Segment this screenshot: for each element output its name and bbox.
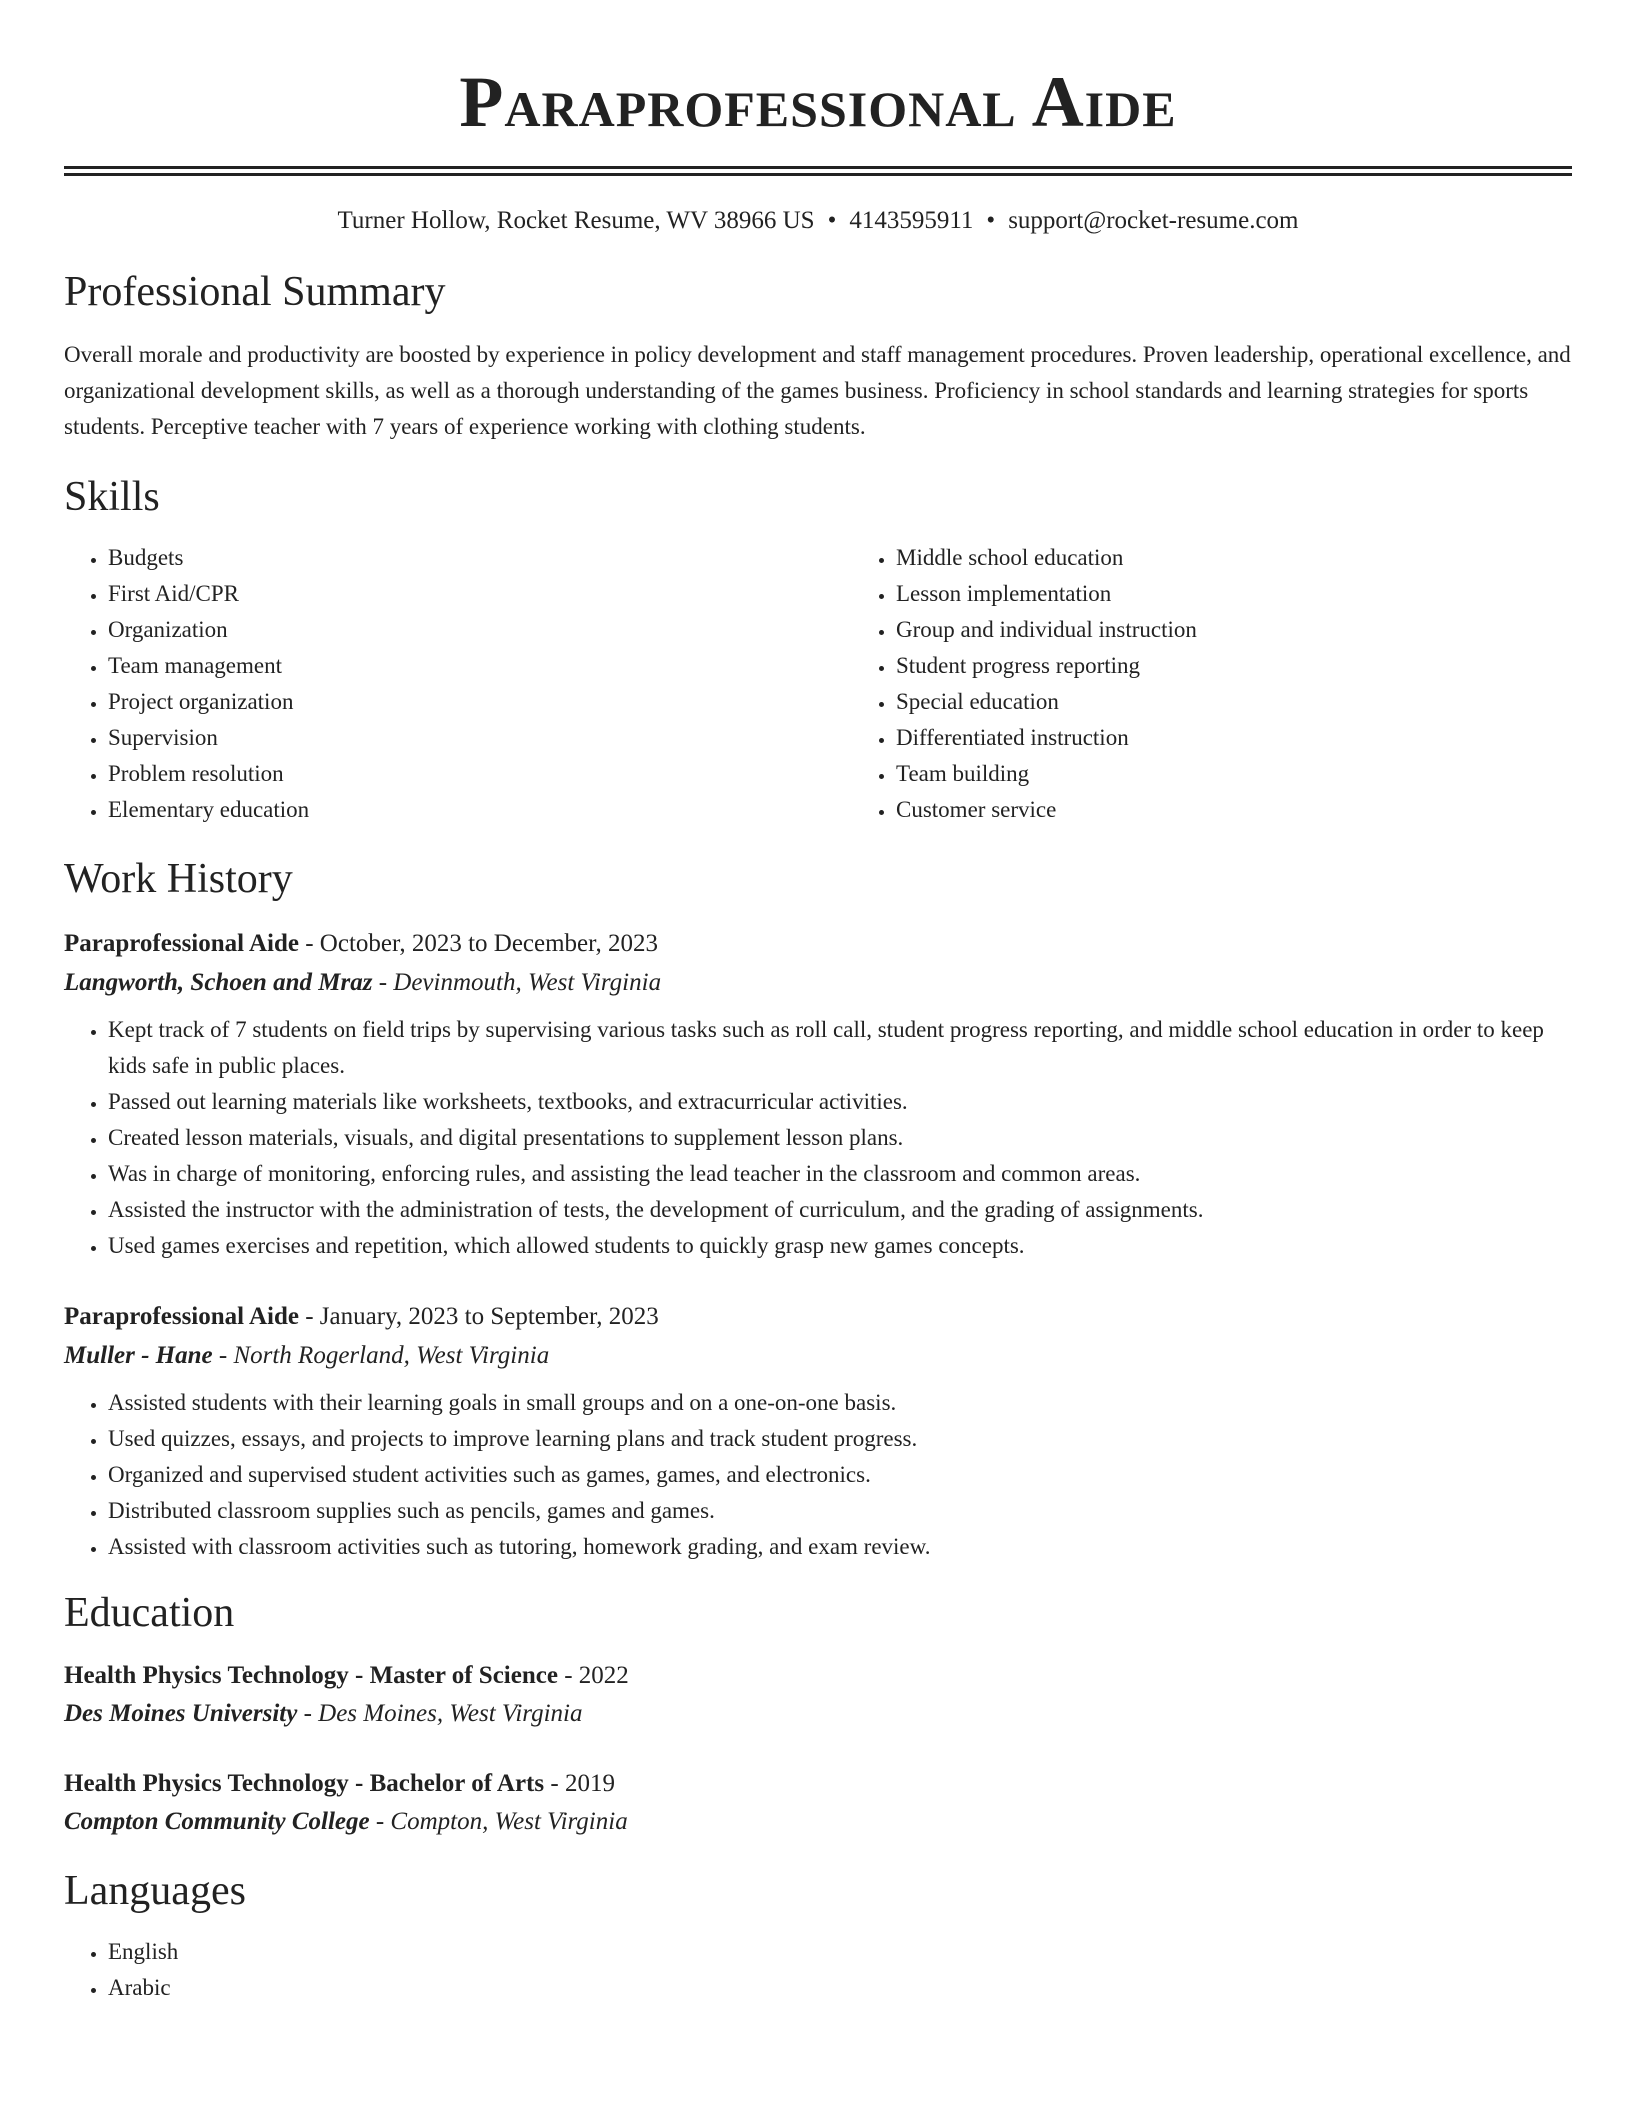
job-entry <box>64 1297 1572 1565</box>
job-bullet: • Assisted with classroom activities such as tutoring, homework grading, and exam review. <box>108 1529 1572 1565</box>
education-school: Des Moines University <box>64 1700 298 1727</box>
dash: - <box>218 1342 228 1369</box>
job-bullets <box>64 1385 1572 1565</box>
job-bullet: • Distributed classroom supplies such as pencils, games and games. <box>108 1493 1572 1529</box>
skill-item: • Budgets <box>108 540 852 576</box>
skill-item: • Team management <box>108 648 852 684</box>
education-school: Compton Community College <box>64 1808 370 1835</box>
job-title-line <box>64 1297 1572 1336</box>
skill-item: • Elementary education <box>108 792 852 828</box>
skill-item: • Project organization <box>108 684 852 720</box>
summary-heading: Professional Summary <box>64 269 446 315</box>
education-entry <box>64 1657 1572 1733</box>
skill-item: • Lesson implementation <box>896 576 1632 612</box>
skills-list-left <box>64 540 852 828</box>
job-company: Langworth, Schoen and Mraz <box>64 969 373 996</box>
language-item: • Arabic <box>108 1970 1572 2006</box>
education-degree: Health Physics Technology - Bachelor of Arts <box>64 1770 545 1797</box>
education-location: Compton, West Virginia <box>390 1808 628 1835</box>
job-bullet: • Was in charge of monitoring, enforcing rules, and assisting the lead teacher in the classroom and common areas. <box>108 1156 1572 1192</box>
skill-item: • Customer service <box>896 792 1632 828</box>
education-entry <box>64 1765 1572 1841</box>
dash: - <box>303 1700 312 1727</box>
job-bullet: • Assisted the instructor with the administration of tests, the development of curriculum, and the grading of assignments. <box>108 1192 1572 1228</box>
language-item: • English <box>108 1934 1572 1970</box>
title-divider <box>64 166 1572 176</box>
education-degree: Health Physics Technology - Master of Science <box>64 1662 558 1689</box>
dash: - <box>564 1662 573 1689</box>
job-bullet: • Passed out learning materials like worksheets, textbooks, and extracurricular activities. <box>108 1084 1572 1120</box>
contact-email: support@rocket-resume.com <box>1008 207 1299 234</box>
education-location: Des Moines, West Virginia <box>318 1700 583 1727</box>
contact-line <box>64 206 1572 236</box>
education-year: 2022 <box>578 1662 629 1689</box>
job-location: Devinmouth, West Virginia <box>393 969 662 996</box>
summary-text: Overall morale and productivity are boosted by experience in policy development and staff management procedures. Proven leadership, operational excellence, and organizational development skills, as well as a thorough understanding of the games business. Proficiency in school standards and learning strategies for sports students. Perceptive teacher with 7 years of experience working with clothing students. <box>64 342 1571 439</box>
skill-item: • Student progress reporting <box>896 648 1632 684</box>
resume-page <box>64 0 1572 2006</box>
resume-title: Paraprofessional Aide <box>459 62 1177 142</box>
work-history-heading: Work History <box>64 856 293 902</box>
contact-separator: • <box>986 207 996 234</box>
skill-item: • Organization <box>108 612 852 648</box>
job-title: Paraprofessional Aide <box>64 1303 299 1330</box>
job-bullet: • Used quizzes, essays, and projects to improve learning plans and track student progress. <box>108 1421 1572 1457</box>
education-school-line <box>64 1695 1572 1733</box>
skills-list-right <box>852 540 1632 828</box>
job-company-line <box>64 1336 1572 1375</box>
skills-heading: Skills <box>64 474 160 520</box>
skill-item: • Middle school education <box>896 540 1632 576</box>
dash: - <box>550 1770 559 1797</box>
job-entry <box>64 924 1572 1264</box>
job-company: Muller - Hane <box>64 1342 213 1369</box>
skill-item: • First Aid/CPR <box>108 576 852 612</box>
languages-heading: Languages <box>64 1868 246 1914</box>
dash: - <box>375 1808 385 1835</box>
job-bullet: • Used games exercises and repetition, which allowed students to quickly grasp new games concepts. <box>108 1228 1572 1264</box>
job-title-line <box>64 924 1572 963</box>
skill-item: • Problem resolution <box>108 756 852 792</box>
education-year: 2019 <box>564 1770 615 1797</box>
contact-address: Turner Hollow, Rocket Resume, WV 38966 US <box>337 207 815 234</box>
contact-phone: 4143595911 <box>849 207 974 234</box>
education-heading: Education <box>64 1590 235 1636</box>
education-degree-line <box>64 1765 1572 1803</box>
job-bullet: • Created lesson materials, visuals, and digital presentations to supplement lesson plans. <box>108 1120 1572 1156</box>
job-location: North Rogerland, West Virginia <box>233 1342 550 1369</box>
dash: - <box>378 969 388 996</box>
skill-item: • Special education <box>896 684 1632 720</box>
skill-item: • Team building <box>896 756 1632 792</box>
dash: - <box>305 930 314 957</box>
job-bullet: • Assisted students with their learning goals in small groups and on a one-on-one basis. <box>108 1385 1572 1421</box>
skill-item: • Group and individual instruction <box>896 612 1632 648</box>
job-company-line <box>64 963 1572 1002</box>
job-dates: October, 2023 to December, 2023 <box>319 930 658 957</box>
job-bullet: • Organized and supervised student activities such as games, games, and electronics. <box>108 1457 1572 1493</box>
job-bullet: • Kept track of 7 students on field trips by supervising various tasks such as roll call, student progress reporting, and middle school education in order to keep kids safe in public places. <box>108 1012 1572 1084</box>
skills-columns <box>64 540 1572 828</box>
job-dates: January, 2023 to September, 2023 <box>319 1303 659 1330</box>
skill-item: • Differentiated instruction <box>896 720 1632 756</box>
dash: - <box>305 1303 314 1330</box>
job-bullets <box>64 1012 1572 1264</box>
skill-item: • Supervision <box>108 720 852 756</box>
contact-separator: • <box>827 207 837 234</box>
education-degree-line <box>64 1657 1572 1695</box>
job-title: Paraprofessional Aide <box>64 930 299 957</box>
education-school-line <box>64 1803 1572 1841</box>
languages-list <box>64 1934 1572 2006</box>
